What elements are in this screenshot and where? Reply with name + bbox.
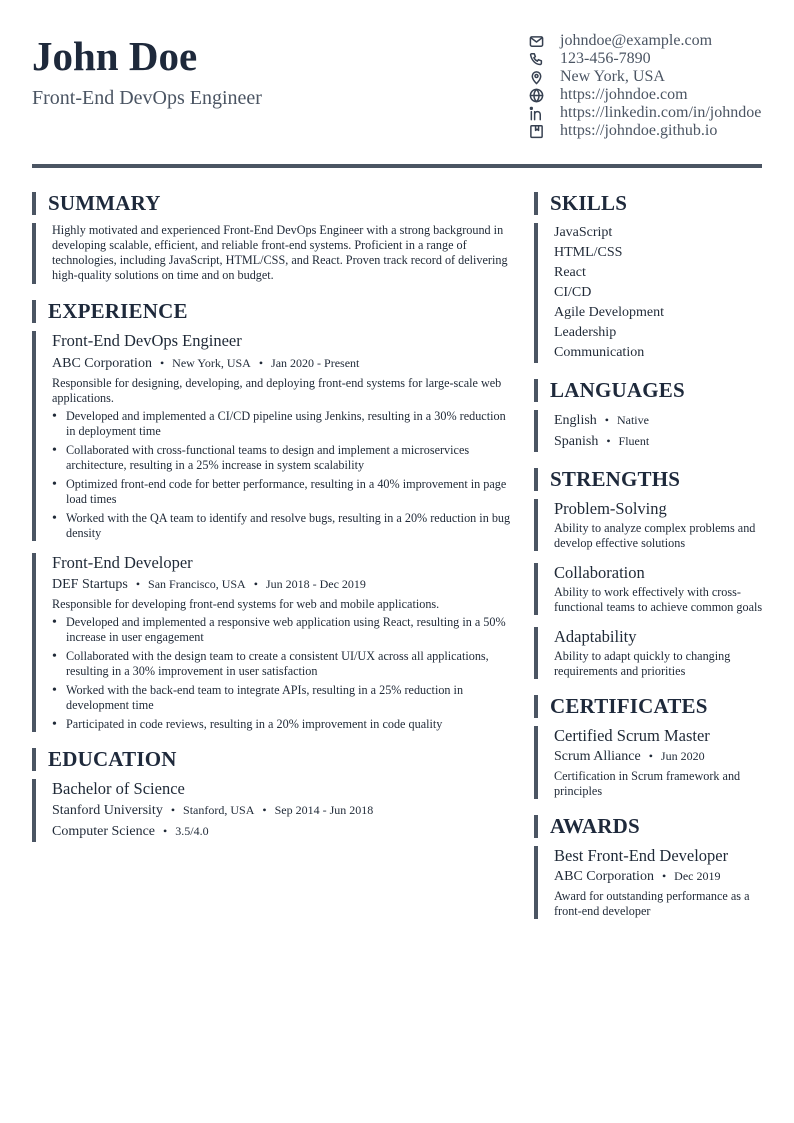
header-divider — [32, 164, 762, 168]
contact-list — [528, 32, 788, 140]
list-item: • Developed and implemented a responsive web application using React, resulting in a 50% increase in user engagement — [52, 615, 512, 645]
list-item: • Developed and implemented a CI/CD pipeline using Jenkins, resulting in a 30% reduction in deployment time — [52, 409, 512, 439]
job-dates: Jun 2018 - Dec 2019 — [265, 577, 366, 591]
job-entry — [32, 553, 512, 732]
awards-heading: AWARDS — [534, 815, 766, 838]
job-location: New York, USA — [172, 356, 251, 370]
strength-entry — [534, 499, 766, 551]
job-title: Front-End Developer — [52, 553, 193, 572]
separator-dot: • — [661, 869, 667, 883]
language-name: English — [554, 413, 597, 428]
job-description: Responsible for developing front-end systems for web and mobile applications. — [52, 597, 440, 611]
contact-email[interactable] — [528, 32, 788, 50]
experience-heading: EXPERIENCE — [32, 300, 512, 323]
strength-title: Adaptability — [554, 627, 637, 646]
separator-dot: • — [606, 434, 611, 448]
school-location: Stanford, USA — [183, 803, 255, 817]
contact-github[interactable] — [528, 122, 788, 140]
candidate-name: John Doe — [32, 33, 198, 79]
education-heading: EDUCATION — [32, 748, 512, 771]
summary-section — [32, 192, 512, 284]
separator-dot: • — [163, 824, 168, 838]
job-meta — [52, 574, 512, 595]
experience-section — [32, 300, 512, 732]
separator-dot: • — [159, 356, 165, 370]
list-item: • Collaborated with cross-functional teams to design and implement a microservices architecture, resulting in a 25% increase in system scalability — [52, 443, 512, 473]
award-description: Award for outstanding performance as a front-end developer — [554, 889, 750, 918]
languages-list — [534, 410, 766, 452]
separator-dot: • — [170, 803, 176, 817]
languages-heading: LANGUAGES — [534, 379, 766, 402]
list-item: • Collaborated with the design team to create a consistent UI/UX across all applications, resulting in a 30% improvement in user satisfaction — [52, 649, 512, 679]
certificate-name: Certified Scrum Master — [554, 726, 710, 745]
job-dates: Jan 2020 - Present — [271, 356, 360, 370]
job-company: ABC Corporation — [52, 356, 152, 371]
education-field-row — [52, 821, 512, 842]
strengths-section — [534, 468, 766, 679]
linkedin-icon — [528, 105, 544, 121]
field-of-study: Computer Science — [52, 824, 156, 839]
contact-github-text: https://johndoe.github.io — [560, 122, 718, 139]
award-entry — [534, 846, 766, 919]
skills-heading: SKILLS — [534, 192, 766, 215]
skills-list — [534, 223, 766, 363]
separator-dot: • — [135, 577, 141, 591]
summary-heading: SUMMARY — [32, 192, 512, 215]
award-meta — [554, 866, 766, 887]
award-name: Best Front-End Developer — [554, 846, 729, 865]
contact-phone-text: 123-456-7890 — [560, 50, 651, 67]
job-meta — [52, 353, 512, 374]
job-bullets — [52, 409, 512, 541]
contact-website[interactable] — [528, 86, 788, 104]
location-pin-icon — [528, 69, 544, 85]
language-name: Spanish — [554, 434, 599, 449]
skills-section — [534, 192, 766, 363]
separator-dot: • — [648, 749, 653, 763]
strength-entry — [534, 563, 766, 615]
list-item: • Participated in code reviews, resulting in a 20% improvement in code quality — [52, 717, 512, 732]
job-entry — [32, 331, 512, 541]
skill-item: Leadership — [554, 325, 617, 340]
email-icon — [528, 33, 544, 49]
list-item: • Optimized front-end code for better performance, resulting in a 40% improvement in page load times — [52, 477, 512, 507]
certificate-meta — [554, 746, 766, 767]
globe-icon — [528, 87, 544, 103]
separator-dot: • — [253, 577, 258, 591]
gpa: 3.5/4.0 — [175, 824, 209, 838]
language-item — [554, 431, 766, 452]
contact-phone[interactable] — [528, 50, 788, 68]
language-level: Native — [616, 413, 649, 427]
award-date: Dec 2019 — [674, 869, 721, 883]
school-name: Stanford University — [52, 803, 163, 818]
skill-item: React — [554, 265, 586, 280]
language-item — [554, 410, 766, 431]
strength-entry — [534, 627, 766, 679]
summary-text: Highly motivated and experienced Front-End DevOps Engineer with a strong background in developing scalable, efficient, and reliable front-end systems. Proficient in a range of technologies, including JavaScript, HTML/CSS, and React. Proven track record of delivering high-quality solutions on time and on budget. — [52, 223, 508, 282]
job-location: San Francisco, USA — [148, 577, 246, 591]
contact-email-text: johndoe@example.com — [560, 32, 713, 49]
strengths-heading: STRENGTHS — [534, 468, 766, 491]
contact-linkedin-text: https://linkedin.com/in/johndoe — [560, 104, 762, 121]
job-bullets — [52, 615, 512, 732]
strength-description: Ability to analyze complex problems and develop effective solutions — [554, 521, 756, 550]
phone-icon — [528, 51, 544, 67]
job-company: DEF Startups — [52, 577, 128, 592]
separator-dot: • — [258, 356, 264, 370]
separator-dot: • — [262, 803, 267, 817]
education-meta — [52, 800, 512, 821]
certificate-description: Certification in Scrum framework and principles — [554, 769, 741, 798]
education-dates: Sep 2014 - Jun 2018 — [274, 803, 374, 817]
list-item: • Worked with the QA team to identify and resolve bugs, resulting in a 20% reduction in bug density — [52, 511, 512, 541]
skill-item: JavaScript — [554, 225, 613, 240]
education-section — [32, 748, 512, 842]
certificates-heading: CERTIFICATES — [534, 695, 766, 718]
separator-dot: • — [604, 413, 609, 427]
degree: Bachelor of Science — [52, 779, 185, 798]
certificates-section — [534, 695, 766, 799]
award-issuer: ABC Corporation — [554, 869, 654, 884]
skill-item: Agile Development — [554, 305, 665, 320]
contact-linkedin[interactable] — [528, 104, 788, 122]
candidate-title: Front-End DevOps Engineer — [32, 87, 262, 109]
strength-description: Ability to adapt quickly to changing requirements and priorities — [554, 649, 731, 678]
certificate-date: Jun 2020 — [660, 749, 705, 763]
certificate-issuer: Scrum Alliance — [554, 749, 641, 764]
contact-website-text: https://johndoe.com — [560, 86, 688, 103]
summary-body — [32, 223, 512, 284]
certificate-entry — [534, 726, 766, 799]
bookmark-icon — [528, 123, 544, 139]
list-item: • Worked with the back-end team to integrate APIs, resulting in a 25% reduction in development time — [52, 683, 512, 713]
skill-item: HTML/CSS — [554, 245, 623, 260]
language-level: Fluent — [618, 434, 650, 448]
contact-location — [528, 68, 788, 86]
contact-location-text: New York, USA — [560, 68, 665, 85]
job-description: Responsible for designing, developing, and deploying front-end systems for large-scale web applications. — [52, 376, 502, 405]
job-title: Front-End DevOps Engineer — [52, 331, 242, 350]
education-entry — [32, 779, 512, 842]
strength-description: Ability to work effectively with cross-functional teams to achieve common goals — [554, 585, 763, 614]
left-column — [32, 192, 512, 842]
languages-section — [534, 379, 766, 452]
skill-item: CI/CD — [554, 285, 592, 300]
right-column — [534, 192, 766, 919]
strength-title: Collaboration — [554, 563, 645, 582]
awards-section — [534, 815, 766, 919]
strength-title: Problem-Solving — [554, 499, 667, 518]
skill-item: Communication — [554, 345, 645, 360]
